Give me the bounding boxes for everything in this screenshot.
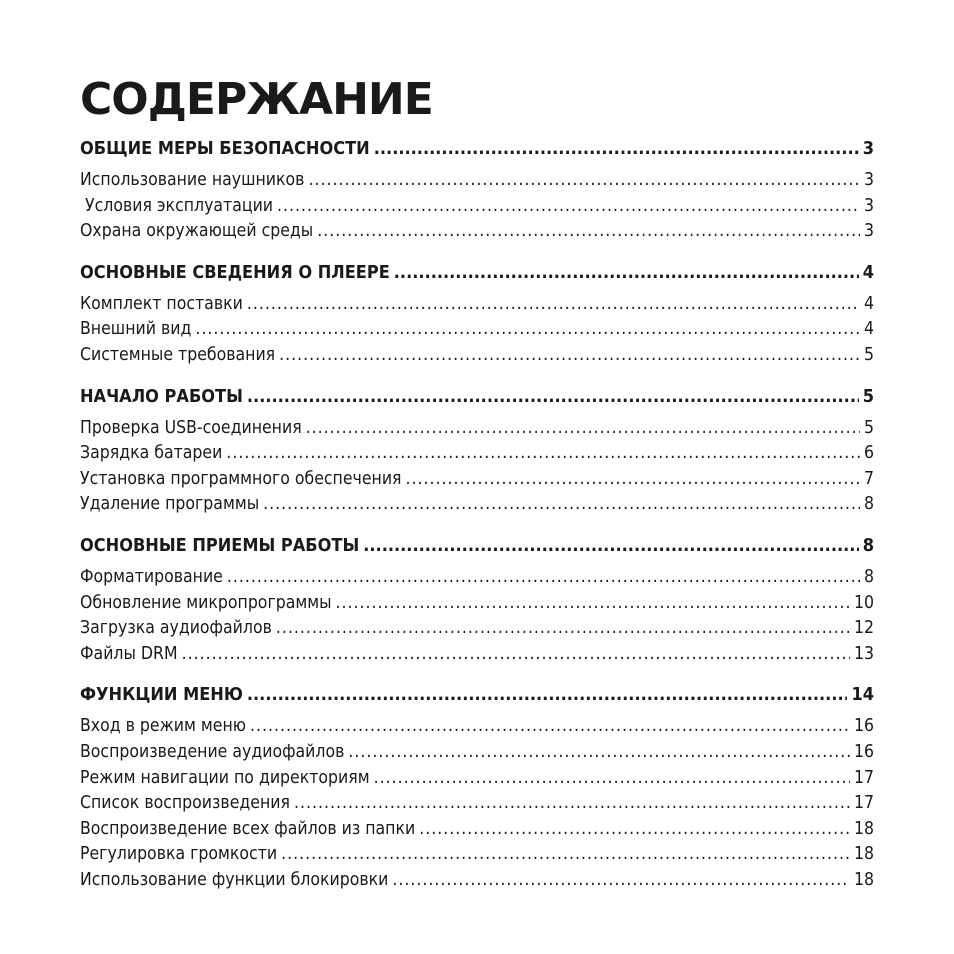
dot-leader — [317, 219, 860, 245]
dot-leader — [308, 168, 860, 194]
toc-page-number: 18 — [853, 818, 874, 839]
toc-item-list — [80, 416, 874, 518]
toc-item[interactable] — [80, 868, 874, 894]
toc-section-label: НАЧАЛО РАБОТЫ — [80, 385, 243, 407]
toc-item-label: Использование наушников — [80, 170, 305, 190]
toc-item-list — [80, 565, 874, 667]
dot-leader — [277, 194, 860, 220]
toc-item-label: Вход в режим меню — [80, 716, 247, 737]
dot-leader — [276, 616, 850, 642]
toc-item-list — [80, 714, 874, 893]
toc-item-label: Форматирование — [80, 566, 223, 587]
toc-item-label: Зарядка батареи — [80, 443, 223, 464]
toc-page-number: 10 — [853, 592, 874, 613]
toc-item[interactable] — [80, 817, 874, 843]
toc-item[interactable] — [80, 842, 874, 868]
toc-item-label: Внешний вид — [80, 319, 192, 340]
toc-page-number: 3 — [862, 138, 874, 159]
toc-item[interactable] — [80, 642, 874, 668]
toc-item[interactable] — [80, 616, 874, 642]
toc-item-label: Воспроизведение всех файлов из папки — [80, 818, 416, 839]
toc-section-label: ФУНКЦИИ МЕНЮ — [80, 684, 243, 706]
dot-leader — [195, 317, 860, 343]
toc-page-number: 4 — [863, 319, 874, 340]
dot-leader — [247, 682, 848, 708]
toc-section-heading[interactable] — [80, 260, 874, 286]
toc-page-number: 12 — [853, 618, 874, 639]
dot-leader — [247, 292, 860, 318]
dot-leader — [279, 343, 860, 369]
dot-leader — [406, 467, 860, 493]
toc-page — [80, 70, 874, 893]
dot-leader — [394, 260, 859, 286]
toc-section-heading[interactable] — [80, 384, 874, 410]
toc-item-label: Загрузка аудиофайлов — [80, 618, 272, 639]
dot-leader — [306, 416, 860, 442]
toc-page-number: 18 — [853, 844, 874, 865]
dot-leader — [247, 384, 859, 410]
toc-item-label: Список воспроизведения — [80, 793, 290, 814]
dot-leader — [336, 591, 850, 617]
toc-page-number: 17 — [853, 793, 874, 814]
toc-section — [80, 136, 874, 245]
toc-page-number: 3 — [863, 195, 874, 216]
dot-leader — [281, 842, 850, 868]
dot-leader — [392, 868, 850, 894]
dot-leader — [263, 492, 860, 518]
toc-item-label: Режим навигации по директориям — [80, 767, 370, 788]
page-title: СОДЕРЖАНИЕ — [80, 74, 433, 125]
toc-page-number: 5 — [863, 344, 874, 365]
toc-page-number: 8 — [863, 494, 874, 515]
toc-page-number: 14 — [851, 684, 874, 706]
toc-page-number: 18 — [853, 869, 874, 890]
dot-leader — [226, 441, 860, 467]
toc-page-number: 8 — [863, 566, 874, 587]
toc-item-list — [80, 168, 874, 245]
toc-item[interactable] — [80, 416, 874, 442]
toc-item-label: Условия эксплуатации — [80, 195, 274, 216]
toc-item[interactable] — [80, 219, 874, 245]
toc-page-number: 3 — [863, 221, 874, 242]
toc-section — [80, 533, 874, 667]
toc-section — [80, 260, 874, 369]
dot-leader — [419, 817, 850, 843]
toc-page-number: 3 — [863, 170, 874, 190]
toc-item[interactable] — [80, 714, 874, 740]
toc-item-label: Проверка USB-соединения — [80, 417, 302, 438]
toc-section-heading[interactable] — [80, 682, 874, 708]
dot-leader — [363, 533, 858, 559]
toc-page-number: 4 — [863, 293, 874, 314]
toc-section-label: ОСНОВНЫЕ СВЕДЕНИЯ О ПЛЕЕРЕ — [80, 261, 390, 283]
toc-item-label: Использование функции блокировки — [80, 869, 389, 890]
toc-item[interactable] — [80, 168, 874, 194]
toc-page-number: 13 — [853, 643, 874, 664]
toc-item[interactable] — [80, 565, 874, 591]
toc-section — [80, 682, 874, 893]
toc-item-list — [80, 292, 874, 369]
toc-section — [80, 384, 874, 518]
dot-leader — [348, 740, 850, 766]
toc-item-label: Файлы DRM — [80, 643, 178, 664]
toc-section-heading[interactable] — [80, 136, 874, 162]
toc-item[interactable] — [80, 740, 874, 766]
toc-item[interactable] — [80, 467, 874, 493]
toc-item-label: Удаление программы — [80, 494, 260, 515]
toc-item[interactable] — [80, 292, 874, 318]
toc-item-label: Системные требования — [80, 344, 276, 365]
toc-item-label: Установка программного обеспечения — [80, 468, 402, 489]
toc-item[interactable] — [80, 441, 874, 467]
toc-page-number: 6 — [863, 443, 874, 464]
dot-leader — [250, 714, 850, 740]
toc-item-label: Обновление микропрограммы — [80, 592, 332, 613]
toc-item[interactable] — [80, 492, 874, 518]
toc-section-label: ОСНОВНЫЕ ПРИЕМЫ РАБОТЫ — [80, 534, 360, 556]
toc-page-number: 8 — [862, 534, 874, 556]
toc-section-heading[interactable] — [80, 533, 874, 559]
toc-page-number: 16 — [853, 741, 874, 762]
toc-item-label: Комплект поставки — [80, 293, 243, 314]
toc-page-number: 7 — [863, 468, 874, 489]
toc-page-number: 17 — [853, 767, 874, 788]
dot-leader — [227, 565, 860, 591]
toc-item-label: Воспроизведение аудиофайлов — [80, 741, 345, 762]
toc-item[interactable] — [80, 343, 874, 369]
table-of-contents — [80, 136, 874, 893]
toc-page-number: 16 — [853, 716, 874, 737]
toc-item[interactable] — [80, 766, 874, 792]
dot-leader — [374, 766, 850, 792]
toc-item[interactable] — [80, 791, 874, 817]
toc-item[interactable] — [80, 591, 874, 617]
toc-item-label: Охрана окружающей среды — [80, 221, 314, 242]
toc-item[interactable] — [80, 194, 874, 220]
dot-leader — [374, 136, 859, 162]
toc-item[interactable] — [80, 317, 874, 343]
toc-page-number: 5 — [863, 417, 874, 438]
toc-item-label: Регулировка громкости — [80, 844, 278, 865]
dot-leader — [294, 791, 850, 817]
dot-leader — [182, 642, 850, 668]
toc-page-number: 5 — [862, 385, 874, 407]
toc-section-label: ОБЩИЕ МЕРЫ БЕЗОПАСНОСТИ — [80, 138, 370, 159]
toc-page-number: 4 — [862, 261, 874, 283]
